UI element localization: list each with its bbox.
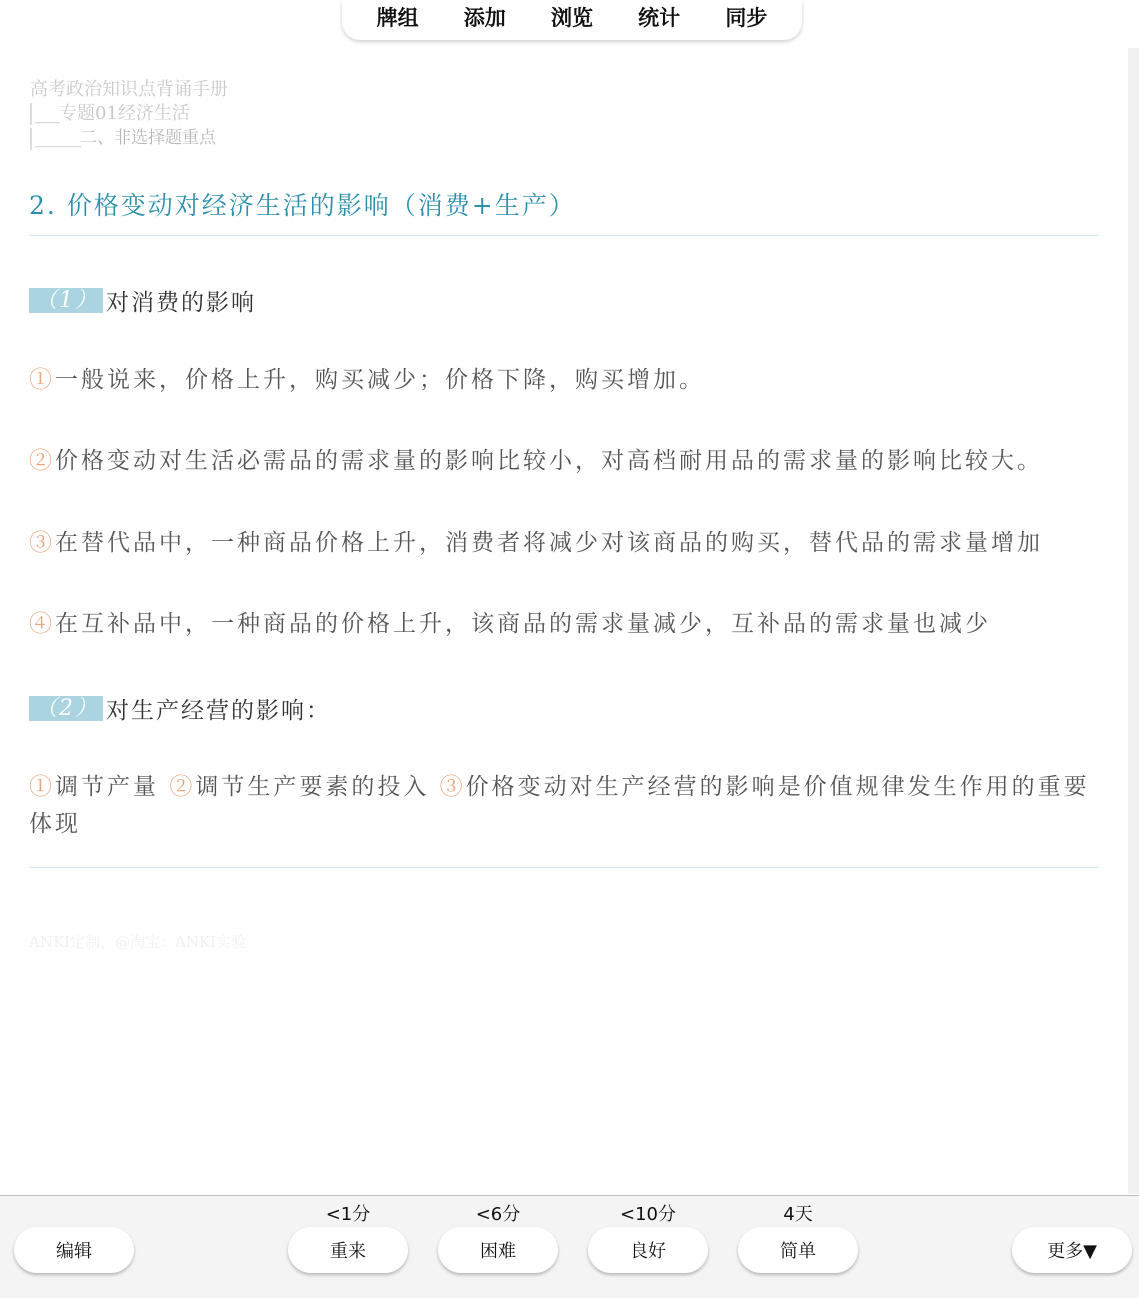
top-nav — [342, 0, 802, 40]
breadcrumb-level1: 高考政治知识点背诵手册 — [30, 79, 228, 100]
scrollbar[interactable] — [1128, 48, 1139, 1194]
breadcrumb — [30, 78, 228, 150]
hard-button[interactable]: 困难 — [438, 1227, 558, 1273]
easy-button[interactable]: 简单 — [738, 1227, 858, 1273]
nav-browse[interactable]: 浏览 — [550, 6, 593, 30]
again-button[interactable]: 重来 — [288, 1227, 408, 1273]
edit-button[interactable]: 编辑 — [14, 1227, 134, 1273]
nav-sync[interactable]: 同步 — [725, 6, 768, 30]
interval-hard: <6分 — [475, 1204, 521, 1225]
list-item: ④在互补品中，一种商品的价格上升，该商品的需求量减少，互补品的需求量也减少 — [29, 611, 991, 637]
section-heading-2 — [29, 692, 331, 725]
breadcrumb-level2: ___专题01经济生活 — [30, 102, 228, 126]
content-divider — [29, 867, 1099, 868]
nav-stats[interactable]: 统计 — [638, 6, 681, 30]
answer-bar — [0, 1195, 1139, 1298]
interval-good: <10分 — [620, 1204, 676, 1225]
good-button[interactable]: 良好 — [588, 1227, 708, 1273]
section-tag-2: （2） — [29, 696, 103, 721]
breadcrumb-level3: ______二、非选择题重点 — [30, 126, 228, 150]
list-item: ①调节产量 ②调节生产要素的投入 ③价格变动对生产经营的影响是价值规律发生作用的重要体现 — [29, 774, 1090, 837]
section-heading-2-text: 对生产经营的影响： — [106, 698, 331, 724]
section-tag-1: （1） — [29, 288, 103, 313]
list-item: ②价格变动对生活必需品的需求量的影响比较小，对高档耐用品的需求量的影响比较大。 — [29, 448, 1043, 474]
title-divider — [29, 235, 1099, 236]
nav-decks[interactable]: 牌组 — [376, 6, 419, 30]
list-item: ①一般说来，价格上升，购买减少；价格下降，购买增加。 — [29, 367, 705, 393]
list-item: ③在替代品中，一种商品价格上升，消费者将减少对该商品的购买，替代品的需求量增加 — [29, 530, 1043, 556]
card-title: 2. 价格变动对经济生活的影响（消费+生产） — [29, 191, 576, 220]
section-heading-1 — [29, 284, 256, 317]
credit-text: ANKI定制，@淘宝：ANKI实验 — [29, 933, 247, 951]
nav-add[interactable]: 添加 — [463, 6, 506, 30]
interval-again: <1分 — [325, 1204, 371, 1225]
more-button[interactable]: 更多▼ — [1012, 1227, 1132, 1273]
interval-easy: 4天 — [783, 1204, 813, 1225]
section-heading-1-text: 对消费的影响 — [106, 290, 256, 316]
